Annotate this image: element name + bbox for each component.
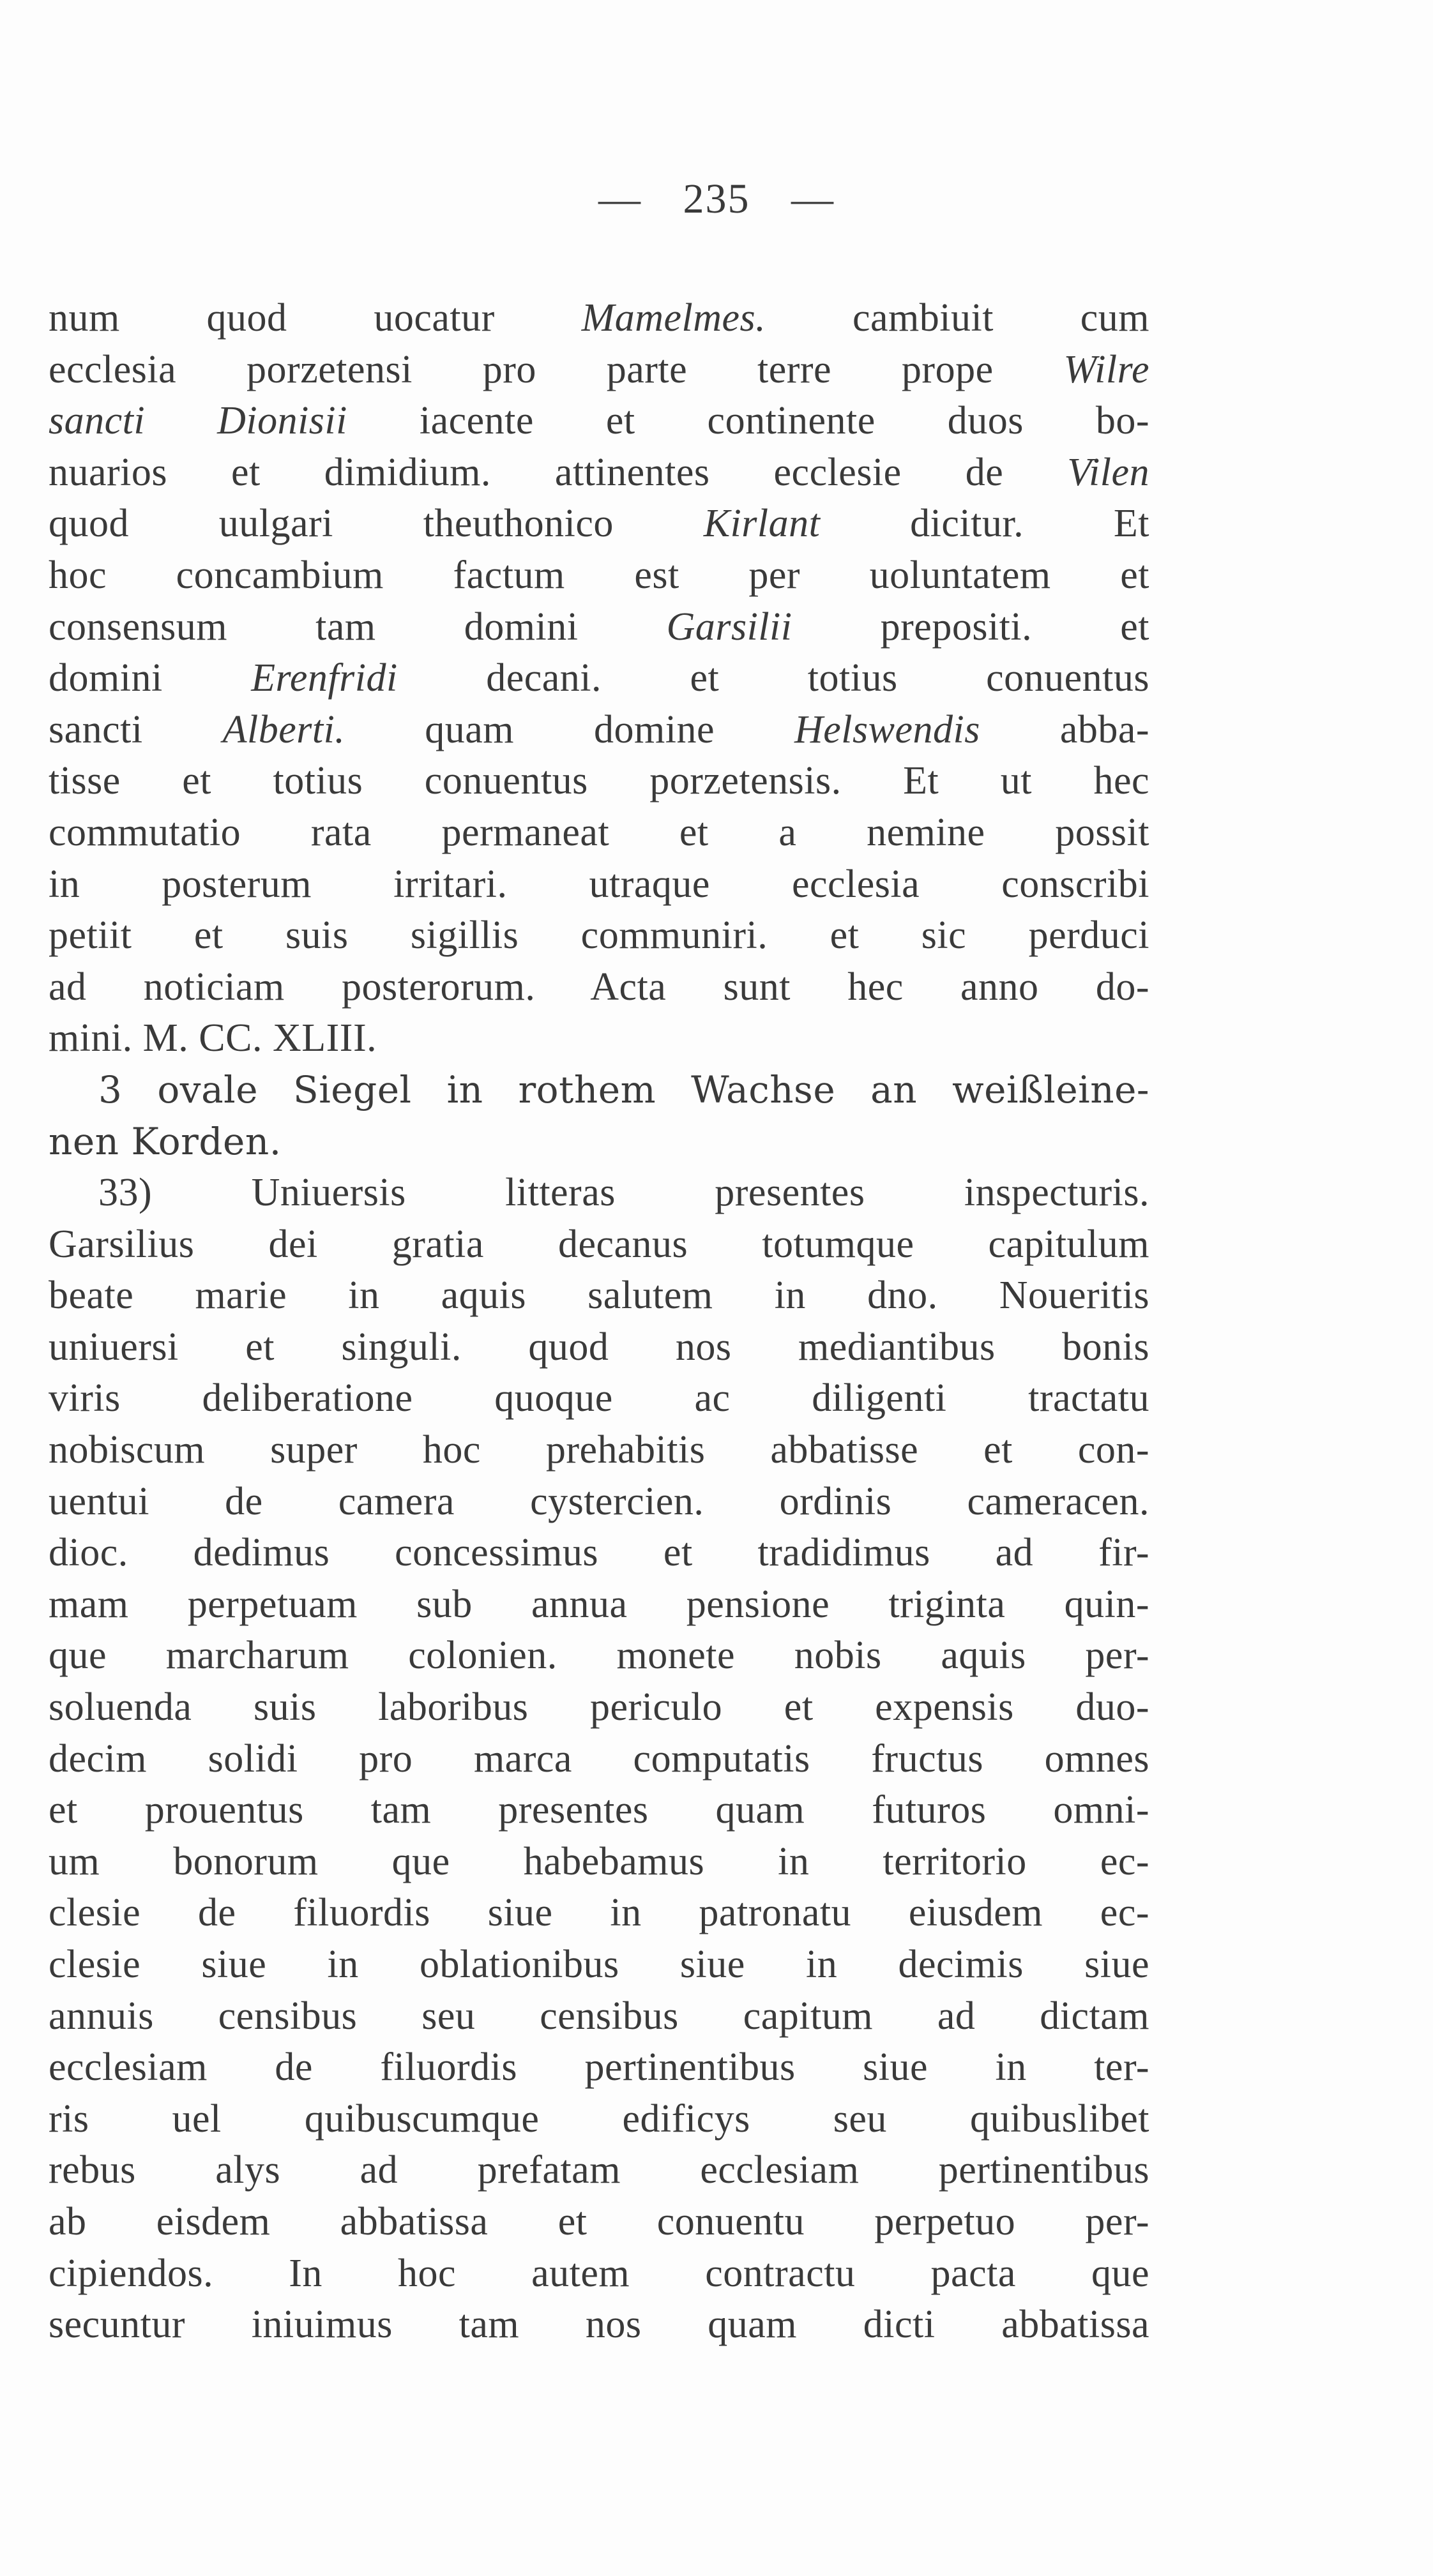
text-line [49, 1013, 1149, 1064]
text-segment: abba- [980, 707, 1150, 751]
text-line [49, 1322, 1149, 1373]
text-line [49, 498, 1149, 550]
text-segment: 3 ovale Siegel in rothem Wachse an weißleine- [98, 1067, 1149, 1111]
text-line [49, 2248, 1149, 2300]
text-segment: cipiendos. In hoc autem contractu pacta que [49, 2251, 1149, 2295]
text-segment: Garsilius dei gratia decanus totumque capitulum [49, 1222, 1149, 1266]
text-segment: quam domine [345, 707, 794, 751]
text-segment: ab eisdem abbatissa et conuentu perpetuo per- [49, 2199, 1149, 2243]
text-segment: petiit et suis sigillis communiri. et sic perduci [49, 914, 1149, 958]
text-segment: mini. M. CC. XLIII. [49, 1016, 377, 1060]
proper-name: Wilre [1063, 347, 1149, 391]
text-line [49, 2299, 1149, 2351]
text-segment: clesie siue in oblationibus siue in decimis siue [49, 1943, 1149, 1986]
text-line [49, 2093, 1149, 2145]
page-number: 235 [683, 176, 750, 222]
text-segment: 33) Uniuersis litteras presentes inspecturis. [98, 1171, 1149, 1215]
text-segment: secuntur iniuimus tam nos quam dicti abbatissa [49, 2303, 1149, 2347]
text-segment: nuarios et dimidium. attinentes ecclesie de [49, 450, 1068, 494]
text-line [49, 807, 1149, 859]
text-segment: nen Korden. [49, 1119, 282, 1163]
text-line [49, 704, 1149, 756]
text-segment: in posterum irritari. utraque ecclesia conscribi [49, 862, 1149, 906]
proper-name: Mamelmes. [581, 296, 766, 340]
text-line [49, 2144, 1149, 2196]
text-segment: decani. et totius conuentus [397, 656, 1149, 700]
text-segment: iacente et continente duos bo- [347, 399, 1149, 443]
text-line [49, 1270, 1149, 1322]
text-segment: rebus alys ad prefatam ecclesiam pertinentibus [49, 2148, 1149, 2192]
proper-name: Helswendis [794, 707, 980, 751]
header-dash-left: — [598, 176, 642, 222]
text-segment: dicitur. Et [820, 502, 1149, 546]
text-segment: que marcharum colonien. monete nobis aquis per- [49, 1634, 1149, 1678]
text-segment: consensum tam domini [49, 605, 667, 649]
text-line [49, 1630, 1149, 1682]
proper-name: sancti Dionisii [49, 399, 347, 443]
text-line [49, 961, 1149, 1013]
page-number-header [0, 167, 1433, 231]
text-line [49, 859, 1149, 910]
proper-name: Erenfridi [251, 656, 398, 700]
text-line [49, 910, 1149, 961]
proper-name: Vilen [1067, 450, 1149, 494]
text-line [49, 1991, 1149, 2042]
text-segment: hoc concambium factum est per uoluntatem et [49, 553, 1149, 597]
text-line [49, 1784, 1149, 1836]
text-segment: dioc. dedimus concessimus et tradidimus ad fir- [49, 1531, 1149, 1575]
text-segment: domini [49, 656, 252, 700]
text-line [49, 1527, 1149, 1579]
body-text [49, 292, 1149, 2351]
text-line [49, 1682, 1149, 1733]
text-line [49, 292, 1149, 344]
text-segment: sancti [49, 707, 223, 751]
text-line [49, 601, 1149, 653]
text-segment: prepositi. et [792, 605, 1149, 649]
text-line [49, 344, 1149, 396]
header-dash-right: — [791, 176, 835, 222]
text-line [49, 755, 1149, 807]
text-line [49, 395, 1149, 447]
text-segment: et prouentus tam presentes quam futuros omni- [49, 1788, 1149, 1832]
text-line [49, 1167, 1149, 1219]
text-segment: decim solidi pro marca computatis fructus omnes [49, 1736, 1149, 1781]
text-line [49, 652, 1149, 704]
text-segment: commutatio rata permaneat et a nemine possit [49, 810, 1149, 854]
german-seal-note-line [49, 1064, 1149, 1116]
text-segment: um bonorum que habebamus in territorio ec- [49, 1839, 1149, 1883]
text-segment: tisse et totius conuentus porzetensis. Et ut hec [49, 759, 1149, 803]
text-line [49, 1373, 1149, 1424]
text-line [49, 1836, 1149, 1888]
text-line [49, 1424, 1149, 1476]
text-segment: beate marie in aquis salutem in dno. Noueritis [49, 1274, 1149, 1318]
text-segment: ad noticiam posterorum. Acta sunt hec anno do- [49, 965, 1149, 1009]
text-segment: nobiscum super hoc prehabitis abbatisse et con- [49, 1428, 1149, 1472]
text-segment: ecclesia porzetensi pro parte terre prope [49, 347, 1064, 391]
text-segment: ecclesiam de filuordis pertinentibus siue in ter- [49, 2045, 1149, 2090]
text-line [49, 1579, 1149, 1631]
proper-name: Kirlant [703, 502, 821, 546]
proper-name: Garsilii [666, 605, 792, 649]
text-segment: quod uulgari theuthonico [49, 502, 704, 546]
text-segment: num quod uocatur [49, 296, 582, 340]
text-line [49, 2042, 1149, 2093]
text-line [49, 1887, 1149, 1939]
text-line [49, 1939, 1149, 1991]
text-segment: soluenda suis laboribus periculo et expensis duo- [49, 1685, 1149, 1729]
text-line [49, 2196, 1149, 2248]
text-line [49, 1219, 1149, 1270]
text-segment: clesie de filuordis siue in patronatu eiusdem ec- [49, 1891, 1149, 1935]
text-line [49, 1733, 1149, 1785]
text-segment: annuis censibus seu censibus capitum ad dictam [49, 1994, 1149, 2038]
text-line [49, 550, 1149, 601]
text-segment: mam perpetuam sub annua pensione triginta quin- [49, 1582, 1149, 1626]
text-segment: viris deliberatione quoque ac diligenti tractatu [49, 1376, 1149, 1420]
text-segment: ris uel quibuscumque edificys seu quibuslibet [49, 2097, 1149, 2141]
proper-name: Alberti. [222, 707, 345, 751]
text-line [49, 447, 1149, 499]
text-segment: uniuersi et singuli. quod nos mediantibus bonis [49, 1325, 1149, 1369]
text-line [49, 1476, 1149, 1528]
german-seal-note-line [49, 1116, 1149, 1168]
text-segment: cambiuit cum [766, 296, 1150, 340]
text-segment: uentui de camera cystercien. ordinis cameracen. [49, 1479, 1149, 1523]
